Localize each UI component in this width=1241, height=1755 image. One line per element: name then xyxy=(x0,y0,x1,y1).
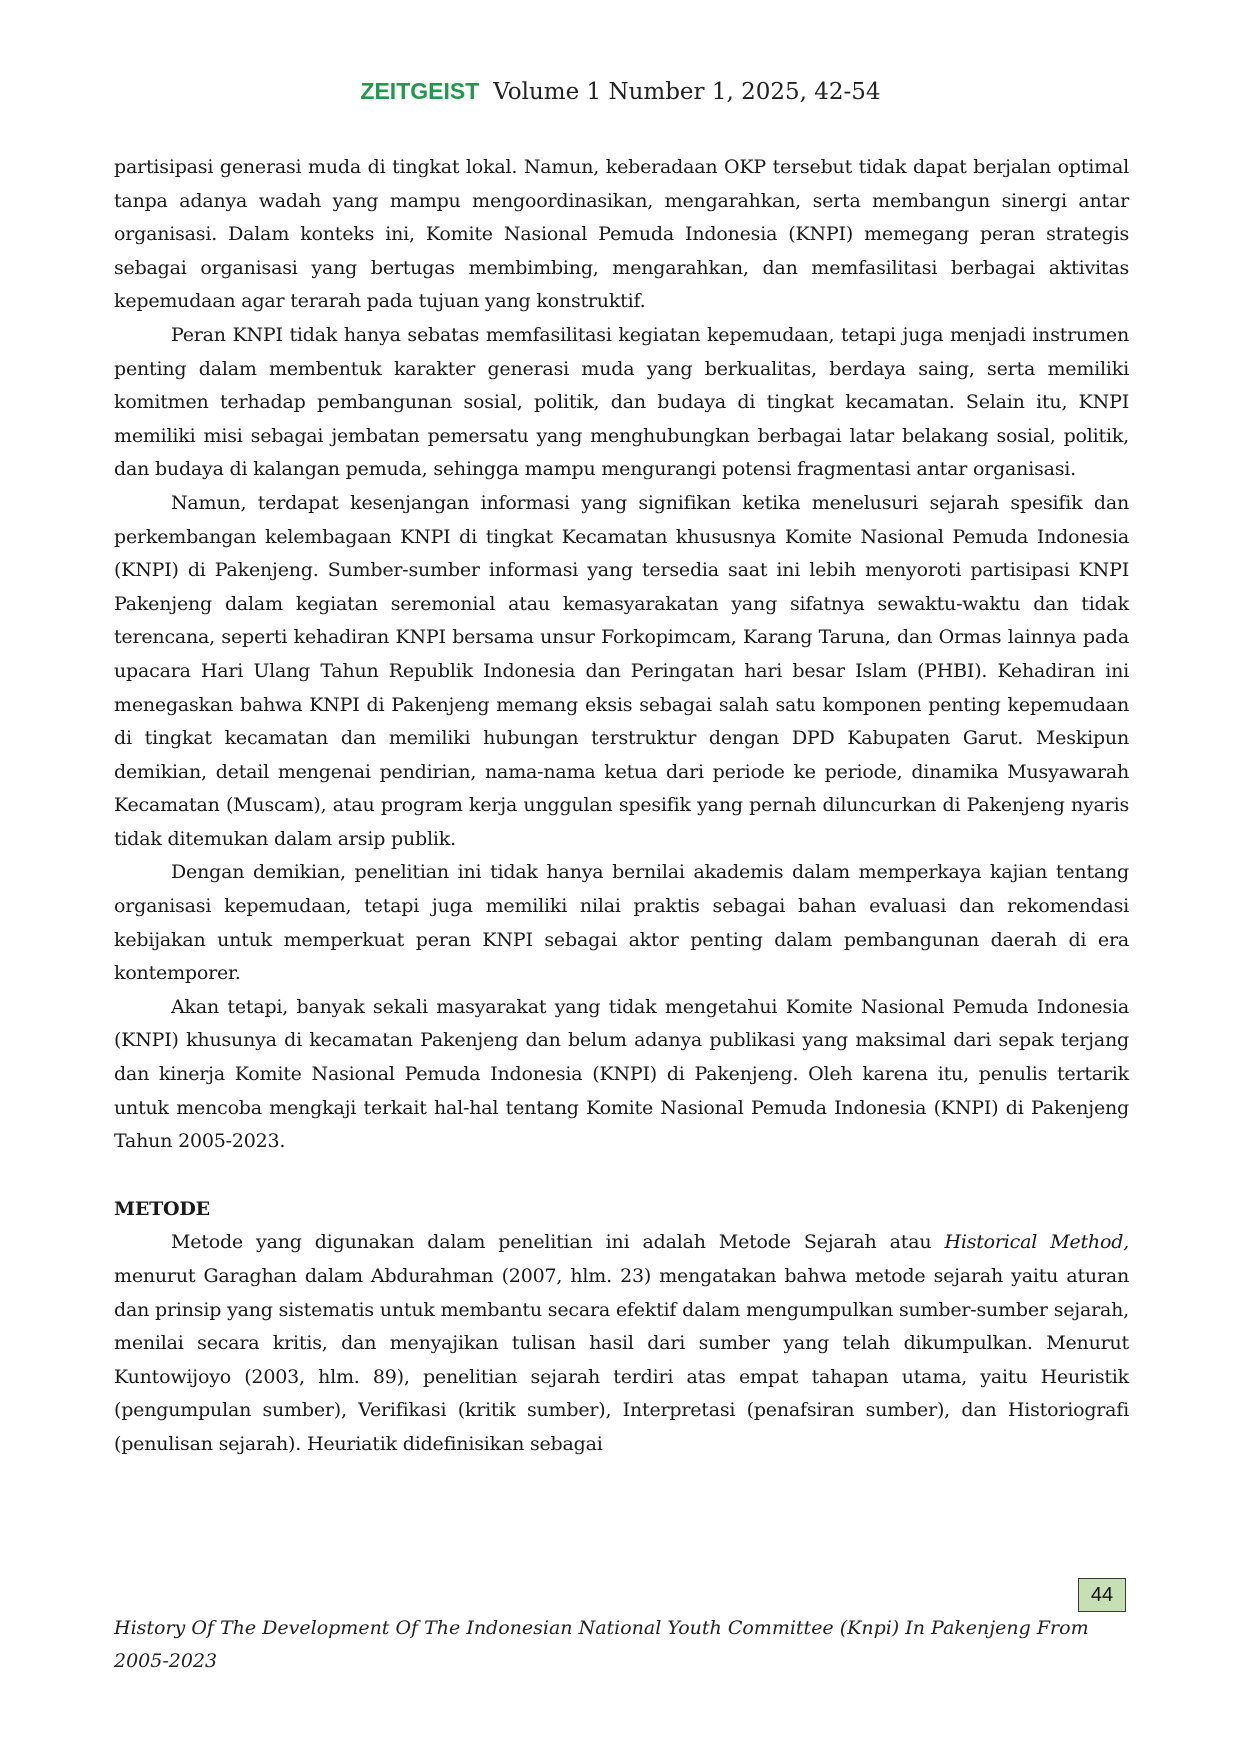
paragraph: Akan tetapi, banyak sekali masyarakat yang tidak mengetahui Komite Nasional Pemuda Indonesia (KNPI) khusunya di kecamatan Pakenjeng dan belum adanya publikasi yang maksimal dari sepak terjang dan kinerja Komite Nasional Pemuda Indonesia (KNPI) di Pakenjeng. Oleh karena itu, penulis tertarik untuk mencoba mengkaji terkait hal-hal tentang Komite Nasional Pemuda Indonesia (KNPI) di Pakenjeng Tahun 2005-2023. xyxy=(114,995,1129,1153)
paragraph: Dengan demikian, penelitian ini tidak hanya bernilai akademis dalam memperkaya kajian tentang organisasi kepemudaan, tetapi juga memiliki nilai praktis sebagai bahan evaluasi dan rekomendasi kebijakan untuk memperkuat peran KNPI sebagai aktor penting dalam pembangunan daerah di era kontemporer. xyxy=(114,861,1129,985)
paragraph: partisipasi generasi muda di tingkat lokal. Namun, keberadaan OKP tersebut tidak dapat berjalan optimal tanpa adanya wadah yang mampu mengoordinasikan, mengarahkan, serta membangun sinergi antar organisasi. Dalam konteks ini, Komite Nasional Pemuda Indonesia (KNPI) memegang peran strategis sebagai organisasi yang bertugas membimbing, mengarahkan, dan memfasilitasi berbagai aktivitas kepemudaan agar terarah pada tujuan yang konstruktif. xyxy=(114,156,1129,313)
method-text-start: Metode yang digunakan dalam penelitian ini adalah Metode Sejarah atau xyxy=(171,1231,945,1254)
historical-method-term: Historical Method, xyxy=(944,1231,1130,1254)
running-footer-title: History Of The Development Of The Indonesian National Youth Committee (Knpi) In Pakenjeng From 2005-2023 xyxy=(114,1617,1089,1672)
section-heading-metode: METODE xyxy=(114,1197,210,1220)
volume-info: Volume 1 Number 1, 2025, 42-54 xyxy=(493,79,881,105)
paragraph: Peran KNPI tidak hanya sebatas memfasilitasi kegiatan kepemudaan, tetapi juga menjadi instrumen penting dalam membentuk karakter generasi muda yang berkualitas, berdaya saing, serta memiliki komitmen terhadap pembangunan sosial, politik, dan budaya di tingkat kecamatan. Selain itu, KNPI memiliki misi sebagai jembatan pemersatu yang menghubungkan berbagai latar belakang sosial, politik, dan budaya di kalangan pemuda, sehingga mampu mengurangi potensi fragmentasi antar organisasi. xyxy=(114,323,1129,481)
journal-name: ZEITGEIST xyxy=(360,78,480,104)
page-number-badge: 44 xyxy=(1078,1578,1126,1612)
paragraph: Namun, terdapat kesenjangan informasi yang signifikan ketika menelusuri sejarah spesifik dan perkembangan kelembagaan KNPI di tingkat Kecamatan khususnya Komite Nasional Pemuda Indonesia (KNPI) di Pakenjeng. Sumber-sumber informasi yang tersedia saat ini lebih menyoroti partisipasi KNPI Pakenjeng dalam kegiatan seremonial atau kemasyarakatan yang sifatnya sewaktu-waktu dan tidak terencana, seperti kehadiran KNPI bersama unsur Forkopimcam, Karang Taruna, dan Ormas lainnya pada upacara Hari Ulang Tahun Republik Indonesia dan Peringatan hari besar Islam (PHBI). Kehadiran ini menegaskan bahwa KNPI di Pakenjeng memang eksis sebagai salah satu komponen penting kepemudaan di tingkat kecamatan dan memiliki hubungan terstruktur dengan DPD Kabupaten Garut. Meskipun demikian, detail mengenai pendirian, nama-nama ketua dari periode ke periode, dinamika Musyawarah Kecamatan (Muscam), atau program kerja unggulan spesifik yang pernah diluncurkan di Pakenjeng nyaris tidak ditemukan dalam arsip publik. xyxy=(114,491,1129,850)
body-text xyxy=(114,151,1129,1462)
running-header xyxy=(0,76,1241,107)
method-paragraph xyxy=(114,1226,1129,1461)
method-text-rest: menurut Garaghan dalam Abdurahman (2007, hlm. 23) mengatakan bahwa metode sejarah yaitu aturan dan prinsip yang sistematis untuk membantu secara efektif dalam mengumpulkan sumber-sumber sejarah, menilai secara kritis, dan menyajikan tulisan hasil dari sumber yang telah dikumpulkan. Menurut Kuntowijoyo (2003, hlm. 89), penelitian sejarah terdiri atas empat tahapan utama, yaitu Heuristik (pengumpulan sumber), Verifikasi (kritik sumber), Interpretasi (penafsiran sumber), dan Historiografi (penulisan sejarah). Heuriatik didefinisikan sebagai xyxy=(114,1265,1129,1455)
